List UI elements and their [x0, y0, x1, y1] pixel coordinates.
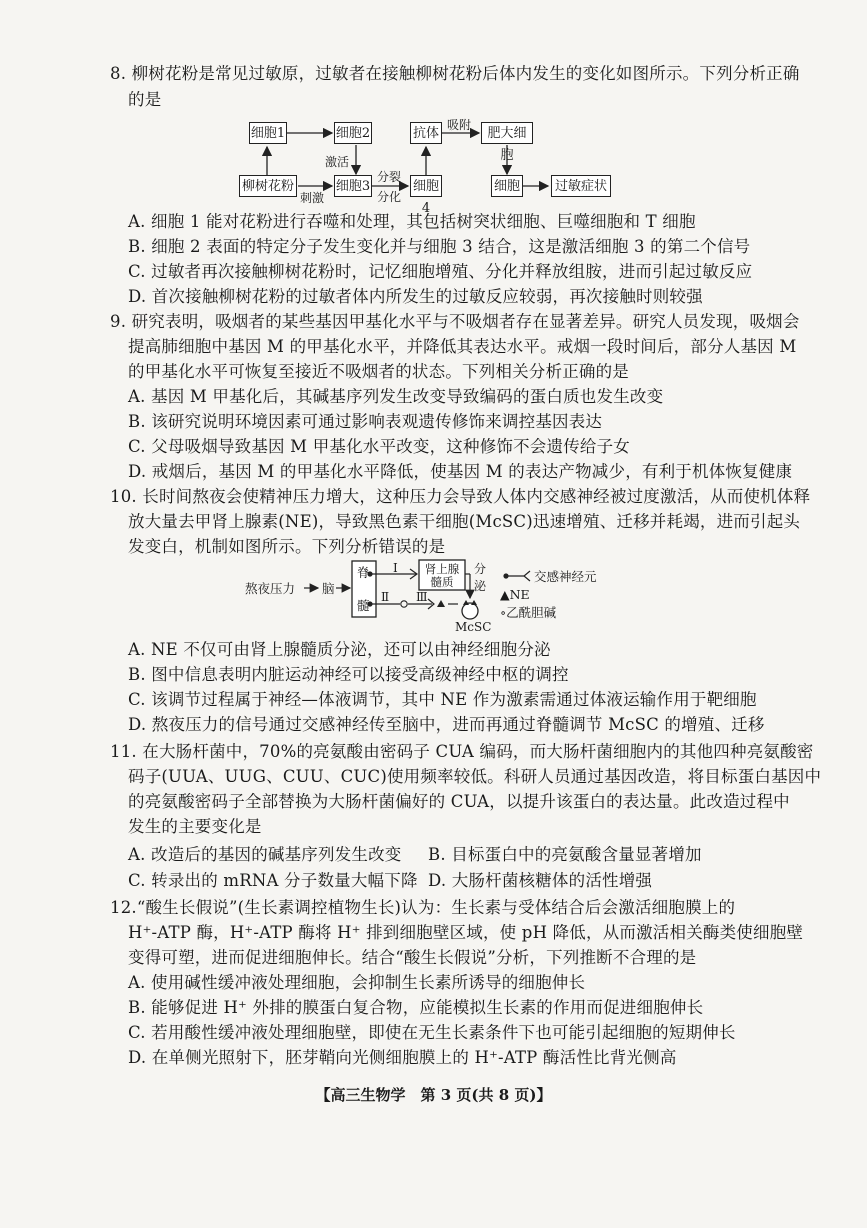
q12-stem-line2: H⁺-ATP 酶，H⁺-ATP 酶将 H⁺ 排到细胞壁区域，使 pH 降低，从而激活相关酶类使细胞壁: [128, 923, 804, 942]
spine-bottom-label: 髓: [357, 598, 370, 613]
q8-stem-line2: 的是: [128, 90, 162, 109]
q9-option-d: D. 戒烟后，基因 M 的甲基化水平降低，使基因 M 的表达产物减少，有利于机体恢复健康: [128, 462, 793, 481]
q10-stem-line2: 放大量去甲肾上腺素(NE)，导致黑色素干细胞(McSC)迅速增殖、迁移并耗竭，进而引起头: [128, 512, 801, 531]
q10-option-d: D. 熬夜压力的信号通过交感神经传至脑中，进而再通过脊髓调节 McSC 的增殖、迁移: [128, 715, 765, 734]
differentiate-label: 分化: [377, 190, 402, 204]
legend-neuron-label: 交感神经元: [534, 569, 597, 584]
q11-stem-line4: 发生的主要变化是: [128, 817, 262, 836]
pressure-label: 熬夜压力: [245, 581, 296, 596]
q9-stem-line3: 的甲基化水平可恢复至接近不吸烟者的状态。下列相关分析正确的是: [128, 362, 629, 381]
adsorb-label: 吸附: [447, 118, 472, 132]
spine-top-label: 脊: [357, 565, 370, 580]
q8-option-a: A. 细胞 1 能对花粉进行吞噬和处理，其包括树突状细胞、巨噬细胞和 T 细胞: [128, 212, 696, 231]
q11-stem-line1: 11. 在大肠杆菌中，70%的亮氨酸由密码子 CUA 编码，而大肠杆菌细胞内的其他四种亮氨酸密: [110, 742, 814, 761]
secrete-label-2: 泌: [474, 579, 487, 593]
q8-option-d: D. 首次接触柳树花粉的过敏者体内所发生的过敏反应较弱，再次接触时则较强: [128, 287, 703, 306]
q11-option-a: A. 改造后的基因的碱基序列发生改变: [128, 845, 402, 864]
q9-stem-line1: 9. 研究表明，吸烟者的某些基因甲基化水平与不吸烟者存在显著差异。研究人员发现，吸烟会: [110, 312, 800, 331]
stimulate-label: 刺激: [300, 191, 325, 205]
q12-option-b: B. 能够促进 H⁺ 外排的膜蛋白复合物，应能模拟生长素的作用而促进细胞伸长: [128, 998, 704, 1017]
q10-option-c: C. 该调节过程属于神经—体液调节，其中 NE 作为激素需通过体液运输作用于靶细胞: [128, 690, 757, 709]
q11-stem-line3: 的亮氨酸密码子全部替换为大肠杆菌偏好的 CUA，以提升该蛋白的表达量。此改造过程中: [128, 792, 790, 811]
divide-label: 分裂: [377, 170, 402, 184]
brain-label: 脑: [322, 581, 335, 596]
q10-option-b: B. 图中信息表明内脏运动神经可以接受高级神经中枢的调控: [128, 665, 569, 684]
q10-stem-line3: 发变白，机制如图所示。下列分析错误的是: [128, 537, 446, 556]
activate-label: 激活: [325, 155, 350, 169]
q8-stem-line1: 8. 柳树花粉是常见过敏原，过敏者在接触柳树花粉后体内发生的变化如图所示。下列分析正确: [110, 64, 800, 83]
q9-option-b: B. 该研究说明环境因素可通过影响表观遗传修饰来调控基因表达: [128, 412, 603, 431]
q12-stem-line3: 变得可塑，进而促进细胞伸长。结合“酸生长假说”分析，下列推断不合理的是: [128, 948, 697, 967]
cell-box: 细胞: [491, 175, 523, 197]
acetylcholine-symbol-icon: ∘: [500, 605, 507, 620]
antibody-box: 抗体: [410, 122, 442, 144]
mast-cell-box: 肥大细胞: [481, 122, 533, 144]
secrete-label-1: 分: [474, 562, 487, 576]
mcsc-label: McSC: [455, 620, 492, 634]
legend-ach-label: ∘乙酰胆碱: [500, 605, 557, 620]
q8-option-c: C. 过敏者再次接触柳树花粉时，记忆细胞增殖、分化并释放组胺，进而引起过敏反应: [128, 262, 753, 281]
q11-stem-line2: 码子(UUA、UUG、CUU、CUC)使用频率较低。科研人员通过基因改造，将目标蛋白基因中: [128, 767, 822, 786]
adrenal-medulla-label: 肾上腺髓质: [424, 562, 460, 589]
symptom-box: 过敏症状: [551, 175, 611, 197]
q10-option-a: A. NE 不仅可由肾上腺髓质分泌，还可以由神经细胞分泌: [128, 640, 551, 659]
q10-stem-line1: 10. 长时间熬夜会使精神压力增大，这种压力会导致人体内交感神经被过度激活，从而使机体释: [110, 487, 811, 506]
cell3-box: 细胞3: [334, 175, 372, 197]
q9-option-c: C. 父母吸烟导致基因 M 甲基化水平改变，这种修饰不会遗传给子女: [128, 437, 631, 456]
cell2-box: 细胞2: [334, 122, 372, 144]
pollen-box: 柳树花粉: [239, 175, 297, 197]
cell4-box: 细胞4: [410, 175, 442, 197]
pathway-2-label: Ⅱ: [381, 590, 390, 604]
q11-option-d: D. 大肠杆菌核糖体的活性增强: [428, 871, 653, 890]
q11-option-b: B. 目标蛋白中的亮氨酸含量显著增加: [428, 845, 702, 864]
q12-option-d: D. 在单侧光照射下，胚芽鞘向光侧细胞膜上的 H⁺-ATP 酶活性比背光侧高: [128, 1048, 677, 1067]
q9-stem-line2: 提高肺细胞中基因 M 的甲基化水平，并降低其表达水平。戒烟一段时间后，部分人基因 M: [128, 337, 797, 356]
page-footer: 【高三生物学 第 3 页(共 8 页)】: [315, 1086, 552, 1104]
pathway-3-label: Ⅲ: [416, 590, 428, 604]
q9-option-a: A. 基因 M 甲基化后，其碱基序列发生改变导致编码的蛋白质也发生改变: [128, 387, 664, 406]
q11-option-c: C. 转录出的 mRNA 分子数量大幅下降: [128, 871, 418, 890]
q12-stem-line1: 12.“酸生长假说”(生长素调控植物生长)认为：生长素与受体结合后会激活细胞膜上的: [110, 898, 736, 917]
legend-ne-label: ▲NE: [500, 587, 530, 602]
cell1-box: 细胞1: [249, 122, 287, 144]
q12-option-a: A. 使用碱性缓冲液处理细胞，会抑制生长素所诱导的细胞伸长: [128, 973, 586, 992]
pathway-1-label: Ⅰ: [393, 561, 398, 575]
q12-option-c: C. 若用酸性缓冲液处理细胞壁，即使在无生长素条件下也可能引起细胞的短期伸长: [128, 1023, 736, 1042]
q8-option-b: B. 细胞 2 表面的特定分子发生变化并与细胞 3 结合，这是激活细胞 3 的第二个信号: [128, 237, 751, 256]
